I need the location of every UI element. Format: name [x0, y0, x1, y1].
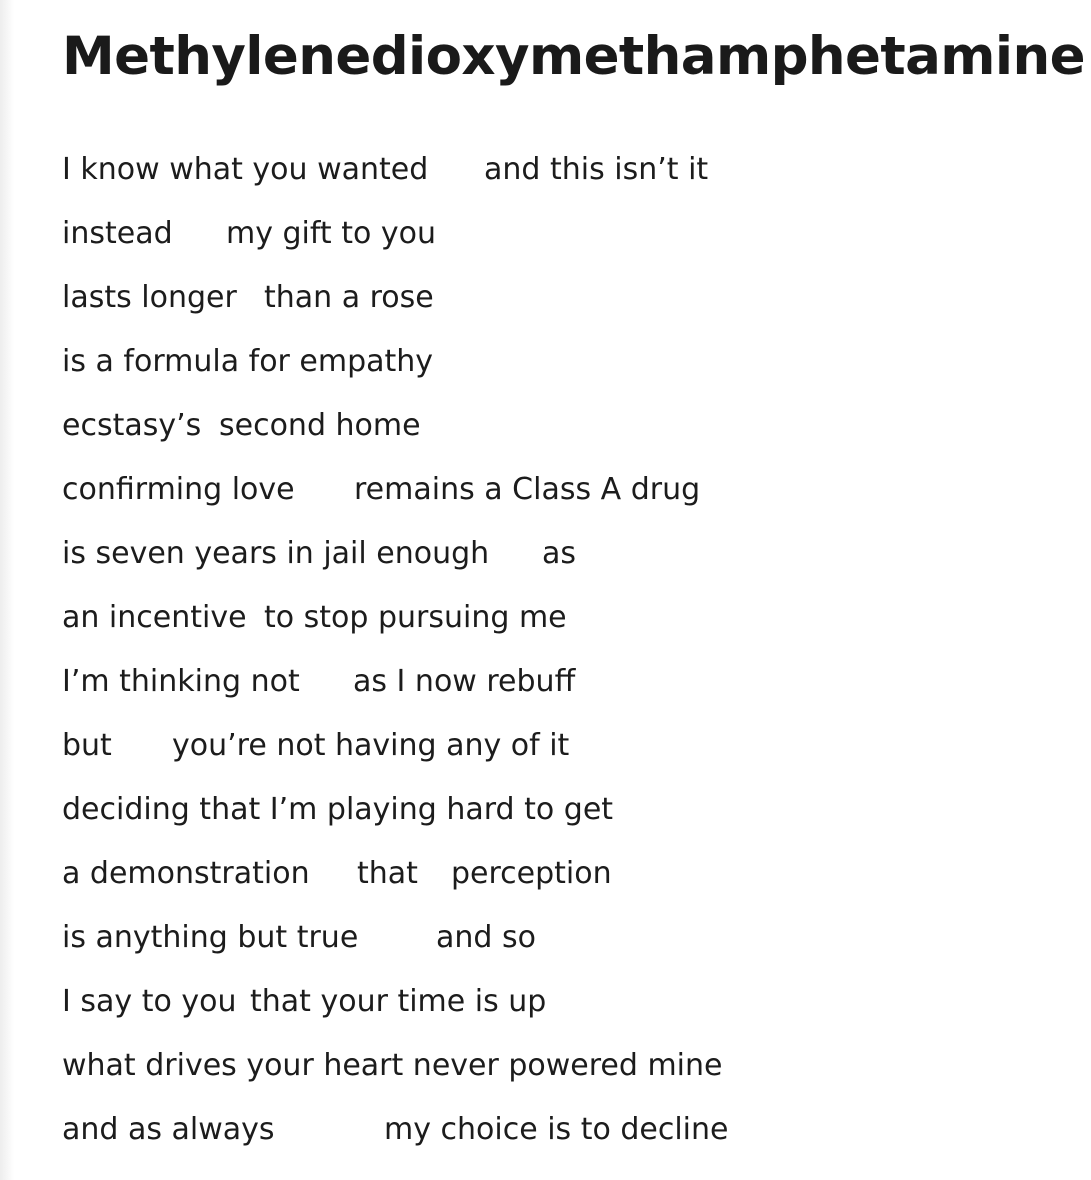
line-segment: second home: [219, 408, 421, 443]
line-segment: as: [542, 536, 577, 571]
poem-line: [62, 1046, 1062, 1086]
line-segment: ecstasy’s: [62, 408, 202, 443]
line-segment: and as always: [62, 1112, 275, 1147]
line-segment: I know what you wanted: [62, 152, 429, 187]
poem-line: [62, 150, 1062, 190]
poem-line: [62, 278, 1062, 318]
poem-line: [62, 854, 1062, 894]
line-segment: is seven years in jail enough: [62, 536, 490, 571]
line-segment: confirming love: [62, 472, 295, 507]
line-segment: what drives your heart never powered mine: [62, 1048, 723, 1083]
line-segment: but: [62, 728, 112, 763]
poem-line: [62, 662, 1062, 702]
poem-line: [62, 406, 1062, 446]
line-segment: remains a Class A drug: [354, 472, 701, 507]
line-segment: instead: [62, 216, 173, 251]
line-segment: as I now rebuff: [353, 664, 576, 699]
line-segment: my gift to you: [226, 216, 436, 251]
line-segment: and so: [436, 920, 536, 955]
poem-line: [62, 982, 1062, 1022]
line-segment: I’m thinking not: [62, 664, 300, 699]
line-segment: perception: [451, 856, 612, 891]
line-segment: lasts longer: [62, 280, 237, 315]
line-segment: than a rose: [264, 280, 434, 315]
line-segment: my choice is to decline: [384, 1112, 729, 1147]
line-segment: I say to you: [62, 984, 237, 1019]
line-segment: you’re not having any of it: [172, 728, 570, 763]
poem-title: Methylenedioxymethamphetamine: [62, 26, 1085, 87]
poem-line: [62, 598, 1062, 638]
page-edge-shadow: [0, 0, 14, 1180]
poem-line: [62, 470, 1062, 510]
poem-line: [62, 534, 1062, 574]
poem-line: [62, 918, 1062, 958]
line-segment: a demonstration: [62, 856, 310, 891]
line-segment: an incentive: [62, 600, 247, 635]
line-segment: deciding that I’m playing hard to get: [62, 792, 614, 827]
poem-line: [62, 342, 1062, 382]
line-segment: to stop pursuing me: [264, 600, 567, 635]
poem-line: [62, 214, 1062, 254]
poem-line: [62, 790, 1062, 830]
poem-line: [62, 1110, 1062, 1150]
line-segment: is anything but true: [62, 920, 359, 955]
poem-line: [62, 726, 1062, 766]
line-segment: that your time is up: [250, 984, 547, 1019]
line-segment: that: [357, 856, 418, 891]
line-segment: and this isn’t it: [484, 152, 709, 187]
line-segment: is a formula for empathy: [62, 344, 434, 379]
